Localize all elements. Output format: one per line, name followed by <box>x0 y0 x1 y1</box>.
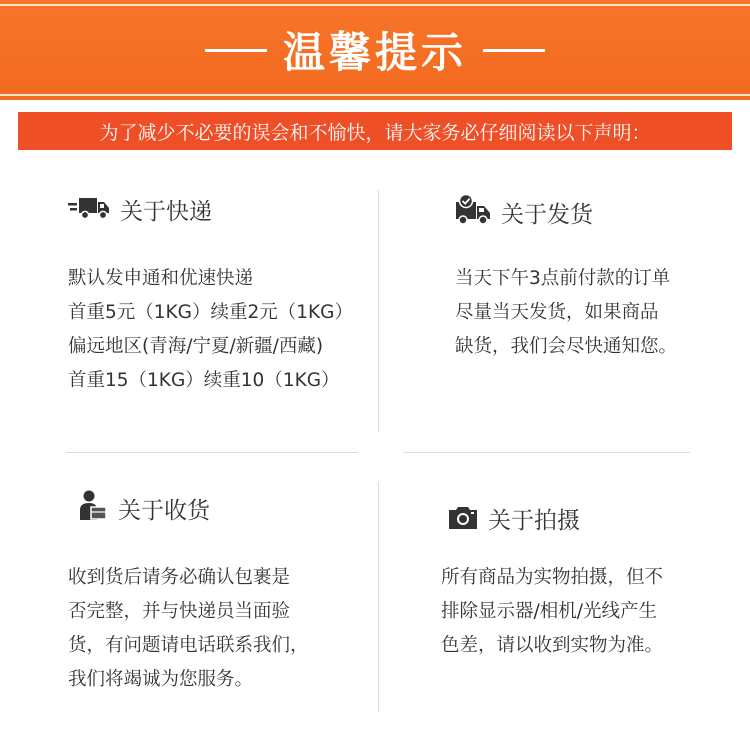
section-shipping-title: 关于快递 <box>120 199 212 225</box>
truck-icon <box>68 194 110 226</box>
section-dispatch-header <box>455 194 593 230</box>
photos-line: 所有商品为实物拍摄，但不 <box>441 567 664 588</box>
receiving-line: 货，有问题请电话联系我们， <box>68 635 309 656</box>
section-shipping-body <box>68 262 353 398</box>
divider-vertical-top <box>378 190 379 432</box>
banner-title-wrap <box>0 22 750 78</box>
title-left-dash <box>205 49 267 52</box>
divider-horizontal-left <box>66 452 358 453</box>
banner-top-rule <box>0 4 750 6</box>
section-photos-title: 关于拍摄 <box>488 508 580 534</box>
title-right-dash <box>483 49 545 52</box>
notice-bar <box>18 112 732 150</box>
photos-line: 排除显示器/相机/光线产生 <box>441 601 657 622</box>
shipping-line: 默认发申通和优速快递 <box>68 268 254 289</box>
section-photos-body <box>441 561 663 663</box>
camera-icon <box>448 504 478 534</box>
section-dispatch-body <box>455 262 677 364</box>
divider-vertical-bottom <box>378 482 379 712</box>
section-photos-header <box>448 502 580 535</box>
notice-text: 为了减少不必要的误会和不愉快，请大家务必仔细阅读以下声明： <box>99 121 651 144</box>
dispatch-line: 尽量当天发货，如果商品 <box>455 302 659 323</box>
page-title: 温馨提示 <box>282 28 467 77</box>
header-banner <box>0 0 750 100</box>
receiving-line: 收到货后请务必确认包裹是 <box>68 567 291 588</box>
photos-line: 色差，请以收到实物为准。 <box>441 635 664 656</box>
courier-package-icon <box>78 490 108 526</box>
section-receiving-header <box>78 490 210 526</box>
dispatch-line: 当天下午3点前付款的订单 <box>455 268 671 289</box>
shipping-line: 首重15（1KG）续重10（1KG） <box>68 370 340 391</box>
divider-horizontal-right <box>403 452 690 453</box>
delivery-truck-check-icon <box>455 194 491 230</box>
receiving-line: 我们将竭诚为您服务。 <box>68 669 254 690</box>
shipping-line: 偏远地区(青海/宁夏/新疆/西藏) <box>68 336 324 357</box>
banner-bottom-rule <box>0 94 750 96</box>
section-dispatch-title: 关于发货 <box>501 201 593 228</box>
dispatch-line: 缺货，我们会尽快通知您。 <box>455 336 678 357</box>
section-receiving-body <box>68 561 309 697</box>
section-receiving-title: 关于收货 <box>118 497 210 524</box>
section-shipping-header <box>68 193 212 226</box>
receiving-line: 否完整，并与快递员当面验 <box>68 601 291 622</box>
shipping-line: 首重5元（1KG）续重2元（1KG） <box>68 302 354 323</box>
